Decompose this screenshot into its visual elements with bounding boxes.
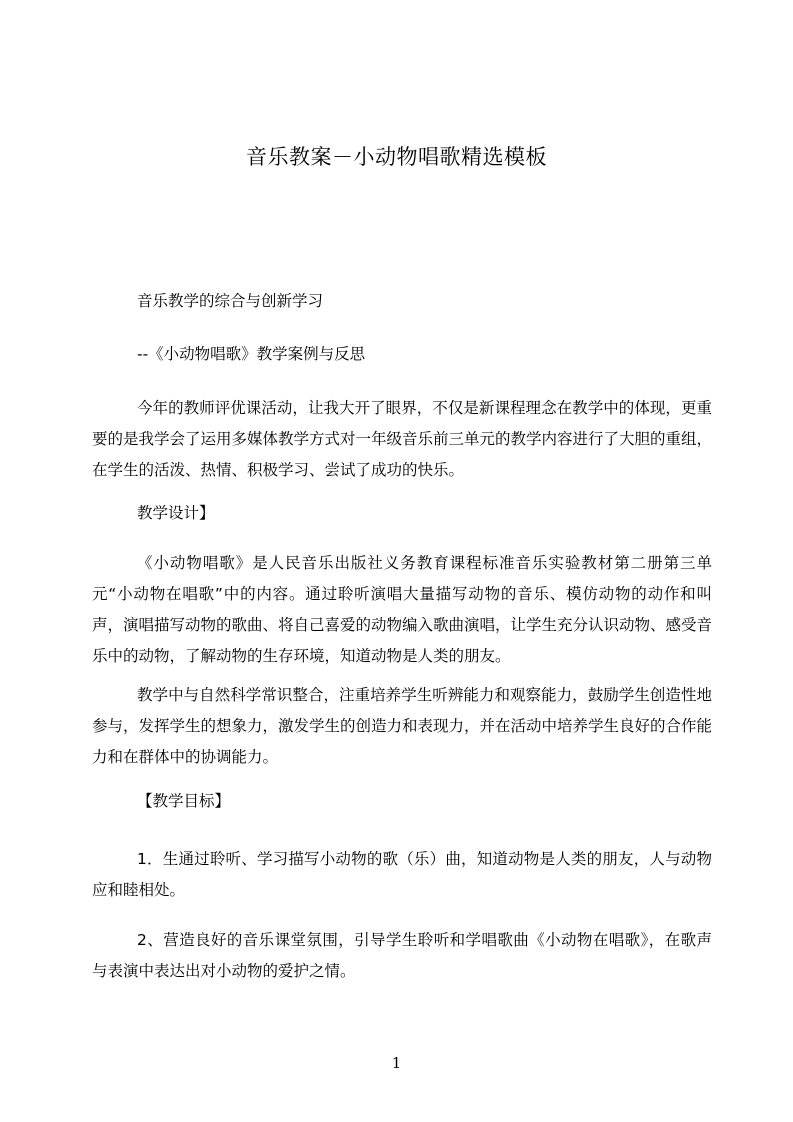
intro-paragraph: 今年的教师评优课活动，让我大开了眼界，不仅是新课程理念在教学中的体现，更重要的是我学会了运用多媒体教学方式对一年级音乐前三单元的教学内容进行了大胆的重组，在学生的活泼、热情、积极学习、尝试了成功的快乐。 [92,399,713,479]
subheading: 音乐教学的综合与创新学习 [137,292,324,310]
goals-heading: 【教学目标】 [137,792,231,810]
document-title: 音乐教案－小动物唱歌精选模板 [246,145,547,169]
goal-1: 1．生通过聆听、学习描写小动物的歌（乐）曲，知道动物是人类的朋友，人与动物应和睦相处。 [92,850,712,899]
design-paragraph-1: 《小动物唱歌》是人民音乐出版社义务教育课程标准音乐实验教材第二册第三单元“小动物在唱歌”中的内容。通过聆听演唱大量描写动物的音乐、模仿动物的动作和叫声，演唱描写动物的歌曲、将自己喜爱的动物编入歌曲演唱，让学生充分认识动物、感受音乐中的动物，了解动物的生存环境，知道动物是人类的朋友。 [92,554,713,665]
goal-2: 2、营造良好的音乐课堂氛围，引导学生聆听和学唱歌曲《小动物在唱歌》，在歌声与表演中表达出对小动物的爱护之情。 [92,931,712,980]
page-number: 1 [391,1054,402,1072]
subtitle: --《小动物唱歌》教学案例与反思 [137,345,366,363]
design-paragraph-2: 教学中与自然科学常识整合，注重培养学生听辨能力和观察能力，鼓励学生创造性地参与，发挥学生的想象力，激发学生的创造力和表现力，并在活动中培养学生良好的合作能力和在群体中的协调能力。 [92,686,713,766]
design-heading: 教学设计】 [137,504,215,522]
